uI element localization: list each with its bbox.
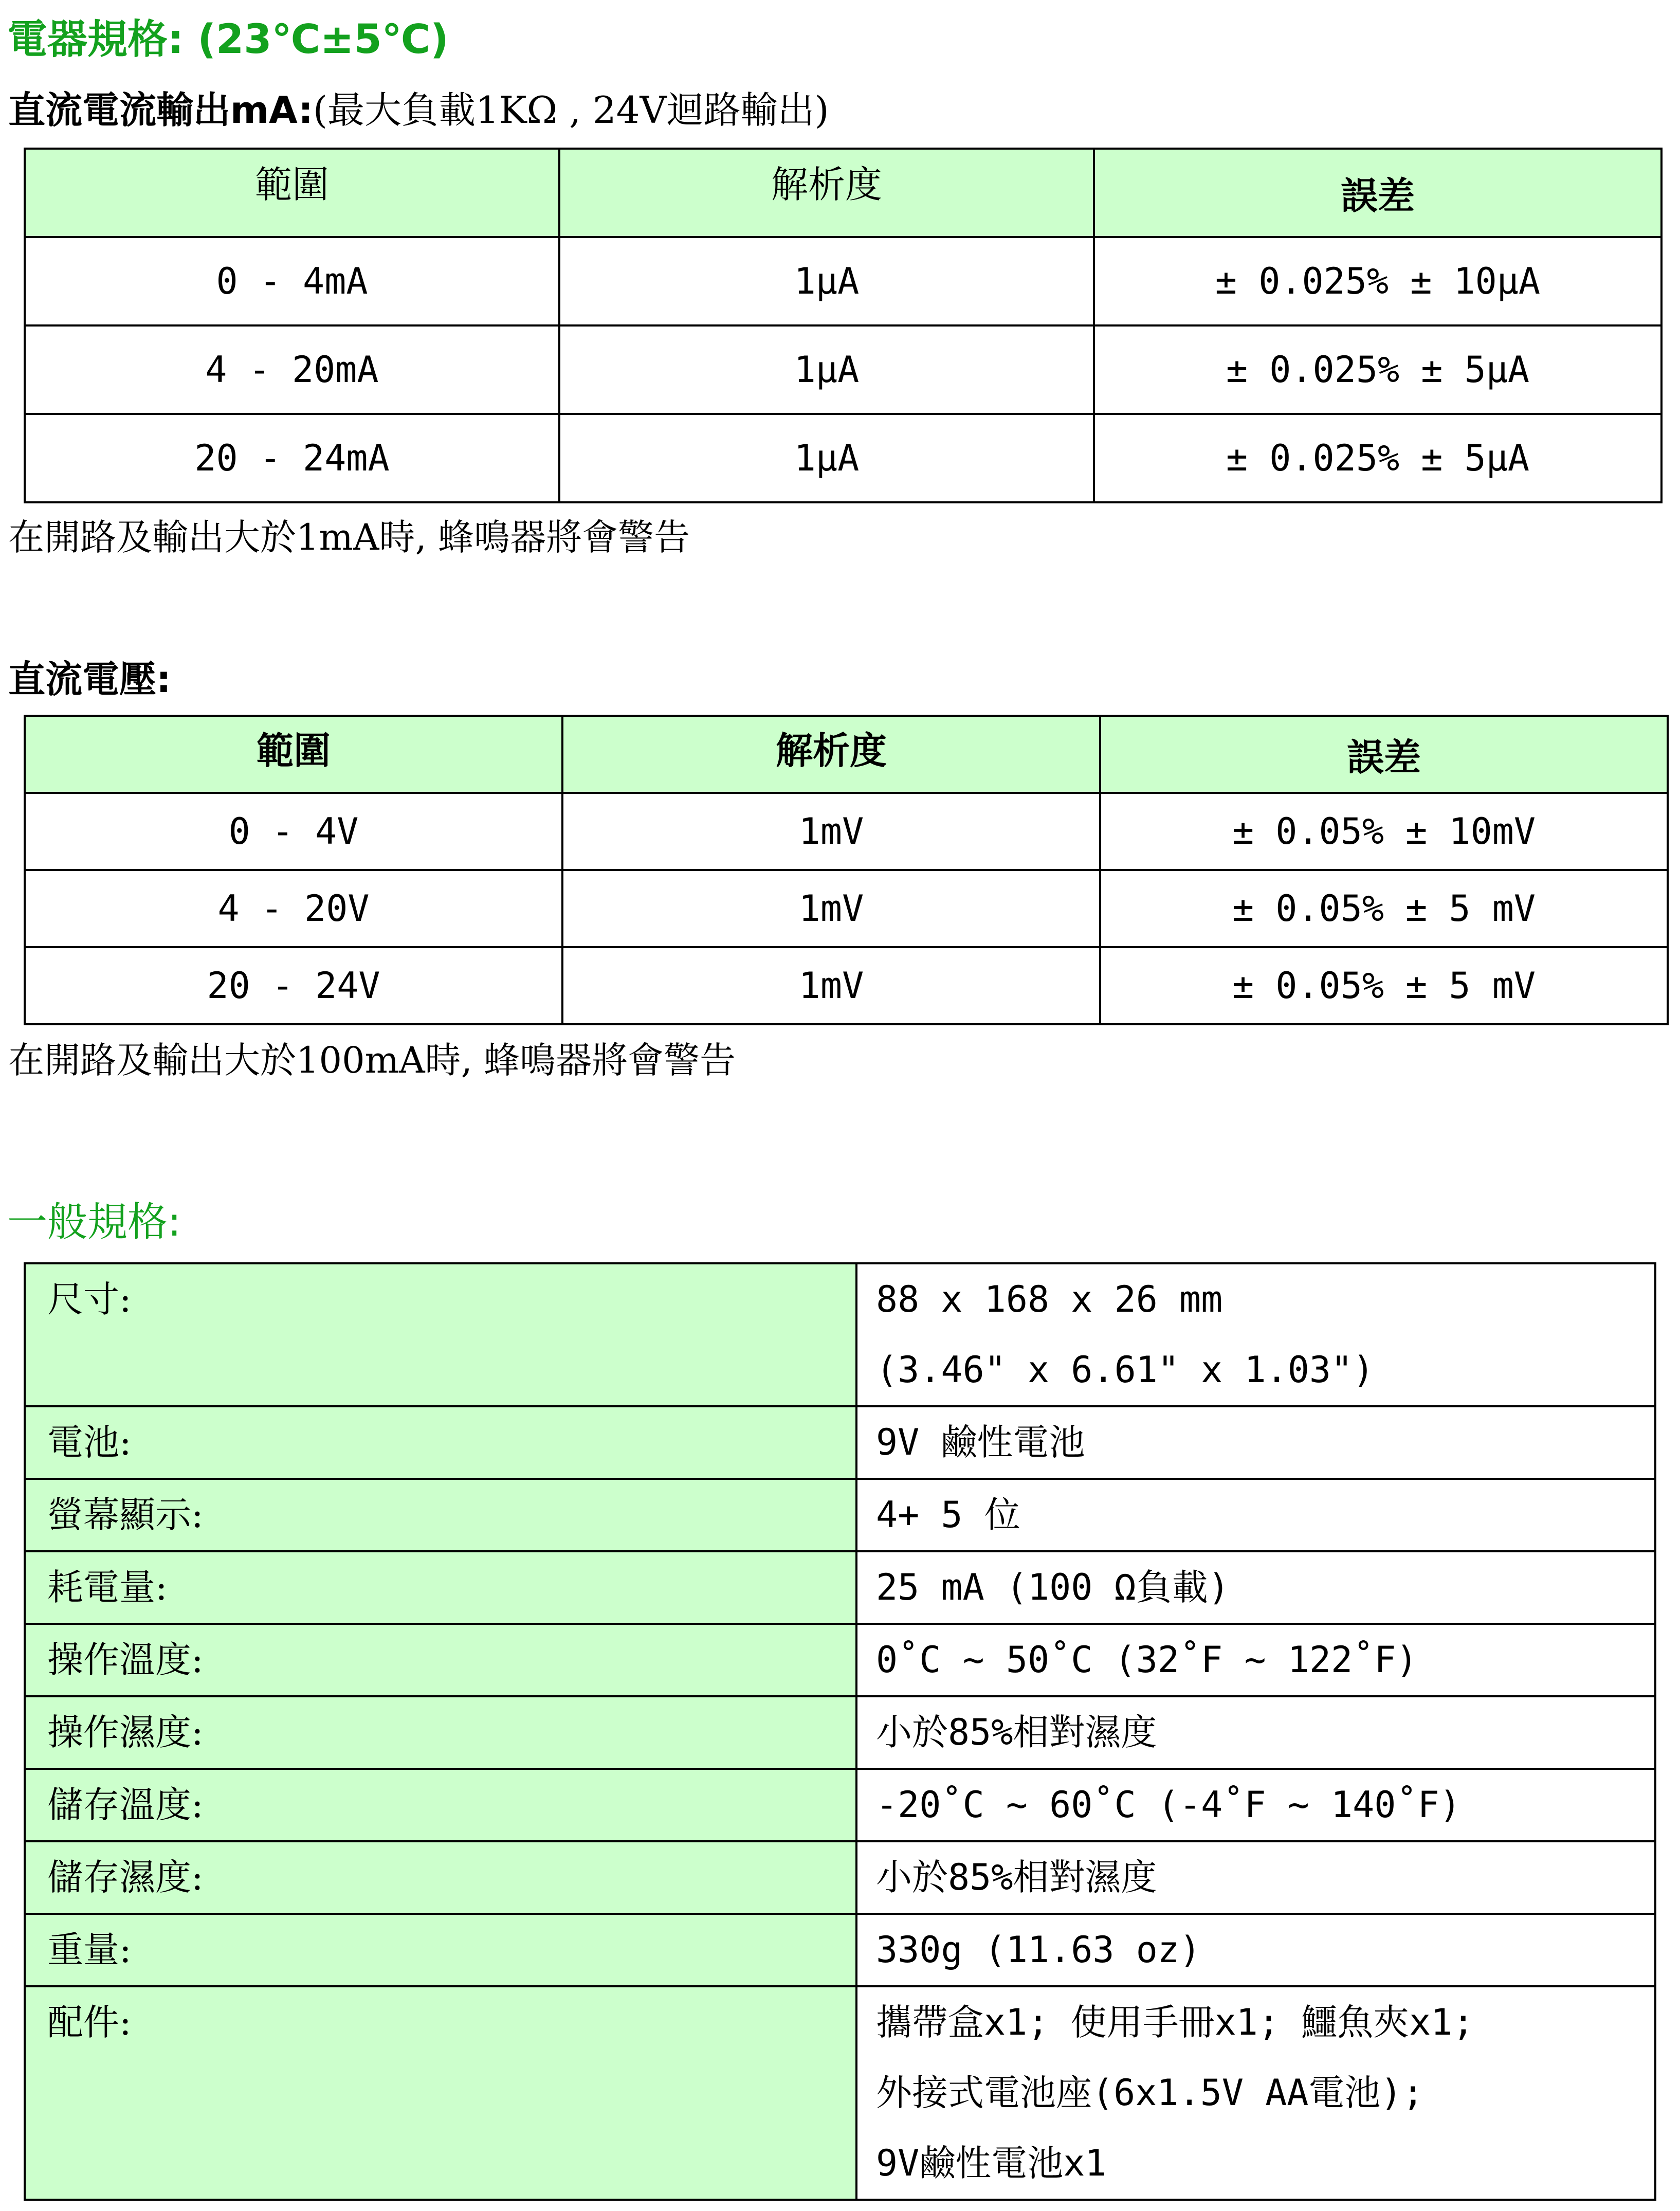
general-spec-table [24, 1262, 1656, 2201]
resolution-cell: 1μA [559, 325, 1094, 414]
resolution-cell: 1mV [562, 793, 1100, 870]
table-row [25, 1841, 1655, 1914]
spec-value: 小於85%相對濕度 [856, 1696, 1655, 1769]
spec-label: 儲存濕度: [25, 1841, 856, 1914]
spec-label: 重量: [25, 1914, 856, 1986]
table-row [25, 1986, 1655, 2200]
dc-current-table [24, 148, 1663, 503]
resolution-cell: 1mV [562, 947, 1100, 1024]
table-row [25, 947, 1668, 1024]
spec-label: 操作濕度: [25, 1696, 856, 1769]
header-range: 範圍 [25, 149, 559, 237]
accuracy-cell: ± 0.05% ± 10mV [1100, 793, 1668, 870]
spec-label: 儲存溫度: [25, 1769, 856, 1841]
dc-voltage-note: 在開路及輸出大於100mA時, 蜂鳴器將會警告 [8, 1039, 736, 1081]
spec-value: 0˚C ~ 50˚C (32˚F ~ 122˚F) [856, 1624, 1655, 1696]
electrical-spec-title: 電器規格: (23℃±5℃) [7, 16, 449, 63]
accuracy-cell: ± 0.05% ± 5 mV [1100, 870, 1668, 947]
range-cell: 0 - 4V [25, 793, 562, 870]
accuracy-cell: ± 0.025% ± 5μA [1094, 325, 1661, 414]
spec-value: 4+ 5 位 [856, 1479, 1655, 1551]
spec-value: 330g (11.63 oz) [856, 1914, 1655, 1986]
accuracy-cell: ± 0.05% ± 5 mV [1100, 947, 1668, 1024]
accuracy-cell: ± 0.025% ± 5μA [1094, 414, 1661, 502]
range-cell: 20 - 24V [25, 947, 562, 1024]
range-cell: 20 - 24mA [25, 414, 559, 502]
table-row [25, 1769, 1655, 1841]
spec-label: 操作溫度: [25, 1624, 856, 1696]
spec-value: -20˚C ~ 60˚C (-4˚F ~ 140˚F) [856, 1769, 1655, 1841]
table-header-row [25, 149, 1661, 237]
table-row [25, 1263, 1655, 1406]
resolution-cell: 1mV [562, 870, 1100, 947]
header-accuracy: 誤差 [1100, 716, 1668, 793]
spec-value: 攜帶盒x1; 使用手冊x1; 鱷魚夾x1; 外接式電池座(6x1.5V AA電池); 9V鹼性電池x1 [856, 1986, 1655, 2200]
header-range: 範圍 [25, 716, 562, 793]
range-cell: 0 - 4mA [25, 237, 559, 325]
table-row [25, 1406, 1655, 1479]
dc-current-title [8, 88, 829, 132]
dc-voltage-title [8, 658, 171, 701]
range-cell: 4 - 20mA [25, 325, 559, 414]
general-spec-title: 一般規格: [7, 1199, 181, 1245]
header-accuracy: 誤差 [1094, 149, 1661, 237]
spec-label: 耗電量: [25, 1551, 856, 1624]
header-resolution: 解析度 [559, 149, 1094, 237]
table-row [25, 1479, 1655, 1551]
table-row [25, 870, 1668, 947]
resolution-cell: 1μA [559, 237, 1094, 325]
spec-value: 88 x 168 x 26 mm (3.46" x 6.61" x 1.03") [856, 1263, 1655, 1406]
header-resolution: 解析度 [562, 716, 1100, 793]
table-row [25, 414, 1661, 502]
resolution-cell: 1μA [559, 414, 1094, 502]
table-row [25, 793, 1668, 870]
table-row [25, 1624, 1655, 1696]
table-row [25, 325, 1661, 414]
spec-label: 配件: [25, 1986, 856, 2200]
range-cell: 4 - 20V [25, 870, 562, 947]
spec-value: 25 mA (100 Ω負載) [856, 1551, 1655, 1624]
table-row [25, 1914, 1655, 1986]
dc-current-title-bold: 直流電流輸出mA: [8, 88, 313, 132]
accuracy-cell: ± 0.025% ± 10μA [1094, 237, 1661, 325]
spec-label: 尺寸: [25, 1263, 856, 1406]
dc-current-note: 在開路及輸出大於1mA時, 蜂鳴器將會警告 [8, 516, 690, 558]
table-row [25, 1696, 1655, 1769]
spec-label: 電池: [25, 1406, 856, 1479]
spec-value: 9V 鹼性電池 [856, 1406, 1655, 1479]
dc-voltage-title-bold: 直流電壓: [8, 658, 171, 701]
spec-value: 小於85%相對濕度 [856, 1841, 1655, 1914]
table-row [25, 1551, 1655, 1624]
dc-current-title-note: (最大負載1KΩ , 24V迴路輸出) [313, 88, 829, 132]
table-header-row [25, 716, 1668, 793]
dc-voltage-table [24, 715, 1669, 1025]
table-row [25, 237, 1661, 325]
spec-label: 螢幕顯示: [25, 1479, 856, 1551]
